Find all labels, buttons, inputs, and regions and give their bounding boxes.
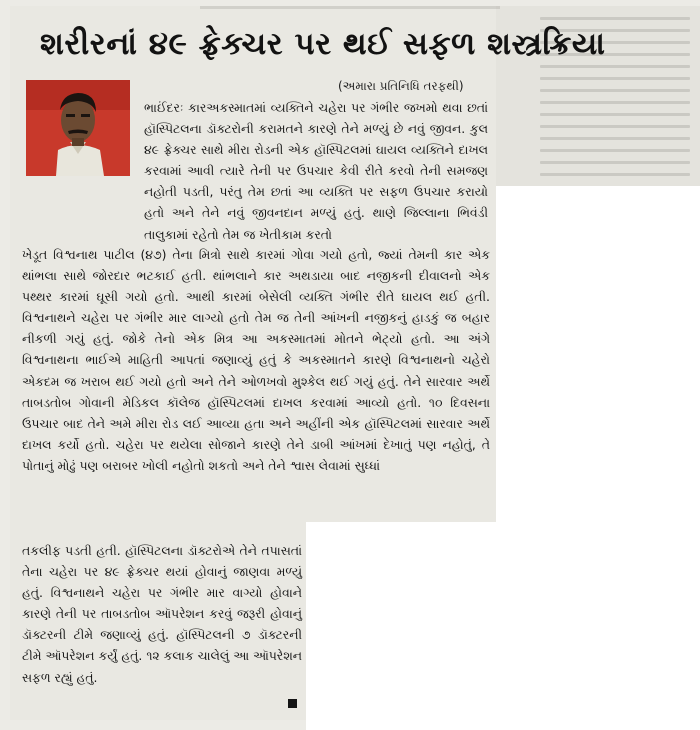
person-photo [26,80,130,176]
article-paragraph-intro: ભાઈંદરઃ કારઅકસ્માતમાં વ્યક્તિને ચહેરા પર ગંભીર જખમો થવા છતાં હૉસ્પિટલના ડૉક્ટરોની કરામતને કારણે તેને મળ્યું છે નવું જીવન. કુલ ૪૯ ફ્રેક્ચર સાથે મીરા રોડની એક હૉસ્પિટલમાં ઘાયલ વ્યક્તિને દાખલ કરવામાં આવી ત્યારે તેની પર ઉપચાર કેવી રીતે કરવો તેની સમજણ નહોતી પડતી, પરંતુ તેમ છતાં આ વ્યક્તિ પર સફળ ઉપચાર કરાયો હતો અને તેને નવું જીવનદાન મળ્યું હતું. થાણે જિલ્લાના ભિવંડી તાલુકામાં રહેતો તેમ જ ખેતીકામ કરતો [144,100,488,242]
portrait-image [26,80,130,176]
article-end-mark [288,699,297,708]
article-headline: શરીરનાં ૪૯ ફ્રેક્ચર પર થઈ સફળ શસ્ત્રક્રિયા [40,26,606,62]
blank-area-right [496,186,700,730]
blank-area-lower [306,522,496,730]
article-paragraph-main: ખેડૂત વિશ્વનાથ પાટીલ (૪૭) તેના મિત્રો સાથે કારમાં ગોવા ગયો હતો, જ્યાં તેમની કાર એક થાંભલા સાથે જોરદાર ભટકાઈ હતી. થાંભલાને કાર અથડાયા બાદ નજીકની દીવાલનો એક પથ્થર કારમાં ઘૂસી ગયો હતો. આથી કારમાં બેસેલી વ્યક્તિ ગંભીર રીતે ઘાયલ થઈ હતી. વિશ્વનાથને ચહેરા પર ગંભીર માર લાગ્યો હતો તેમ જ તેની આંખની નજીકનું હાડકું જ બહાર નીકળી ગયું હતું. જોકે તેનો એક મિત્ર આ અકસ્માતમાં મોતને ભેટ્યો હતો. આ અંગે વિશ્વનાથના ભાઈએ માહિતી આપતાં જણાવ્યું હતું કે અકસ્માતને કારણે વિશ્વનાથનો ચહેરો એકદમ જ ખરાબ થઈ ગયો હતો અને તેને ઓળખવો મુશ્કેલ થઈ ગયું હતું. તેને સારવાર અર્થે તાબડતોબ ગોવાની મેડિકલ કૉલેજ હૉસ્પિટલમાં દાખલ કરવામાં આવ્યો હતો. ૧૦ દિવસના ઉપચાર બાદ તેને અમે મીરા રોડ લઈ આવ્યા હતા અને અહીંની એક હૉસ્પિટલમાં સારવાર અર્થે દાખલ કર્યો હતો. ચહેરા પર થયેલા સોજાને કારણે તેને ડાબી આંખમાં દેખાતું પણ નહોતું, તે પોતાનું મોઢું પણ બરાબર ખોલી નહોતો શકતો અને તેને શ્વાસ લેવામાં સુધ્ધાં [22,247,490,473]
top-edge-bleed [200,4,500,12]
article-paragraph-conclusion: તકલીફ પડતી હતી. હૉસ્પિટલના ડૉક્ટરોએ તેને તપાસતાં તેના ચહેરા પર ૪૯ ફ્રેક્ચર થયાં હોવાનું જાણવા મળ્યું હતું. વિશ્વનાથને ચહેરા પર ગંભીર માર વાગ્યો હોવાને કારણે તેની પર તાબડતોબ ઑપરેશન કરવું જરૂરી હોવાનું ડૉક્ટરની ટીમે જણાવ્યું હતું. હૉસ્પિટલની ૭ ડૉક્ટરની ટીમે ઑપરેશન કર્યું હતું. ૧૨ કલાક ચાલેલું આ ઑપરેશન સફળ રહ્યું હતું. [22,543,302,685]
article-byline: (અમારા પ્રતિનિધિ તરફથી) [338,79,464,93]
